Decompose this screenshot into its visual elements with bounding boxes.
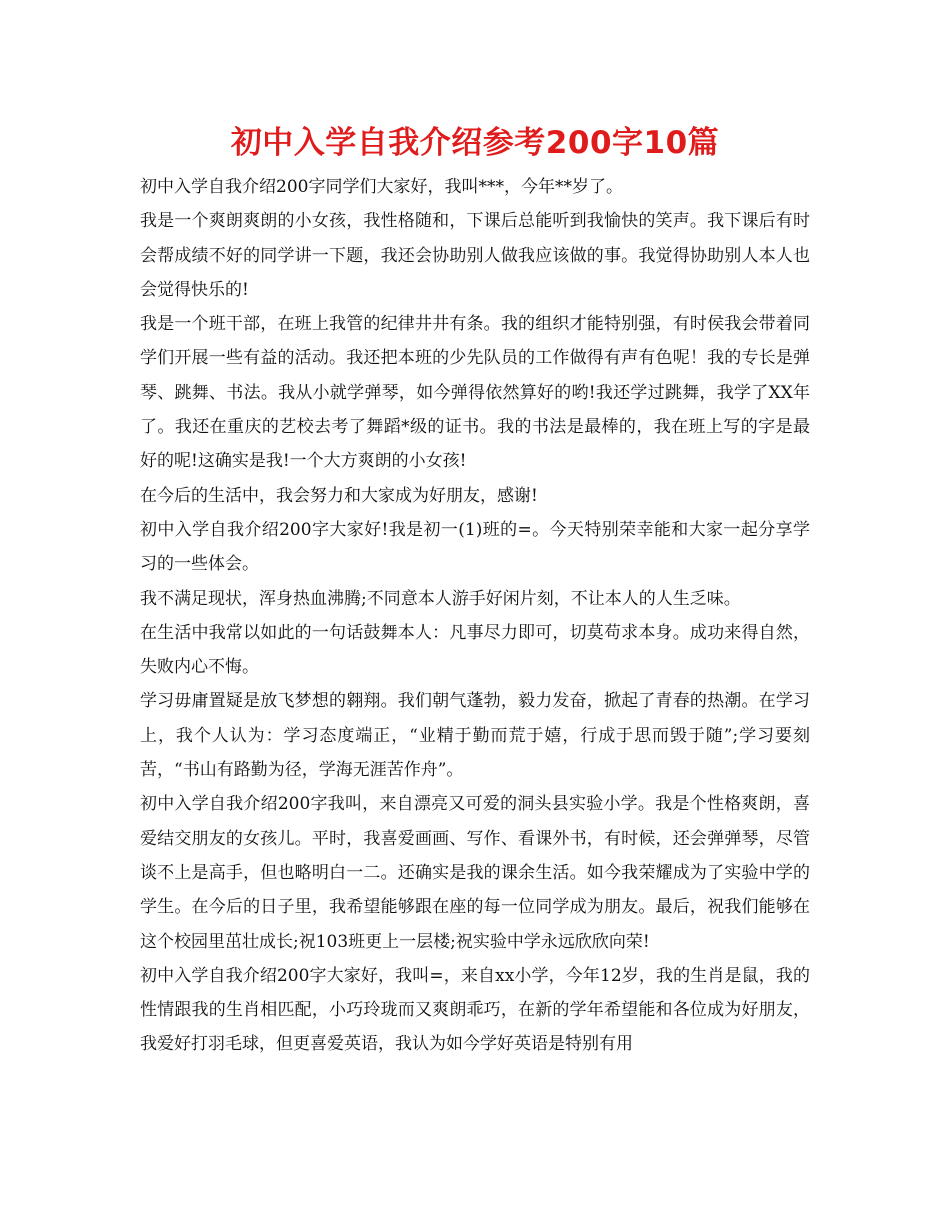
paragraph-10: 初中入学自我介绍200字大家好，我叫=，来自xx小学，今年12岁，我的生肖是鼠，我的性情跟我的生肖相匹配，小巧玲珑而又爽朗乖巧，在新的学年希望能和各位成为好朋友，我爱好打羽毛球，但更喜爱英语，我认为如今学好英语是特别有用 [140,965,810,1055]
paragraph-7: 在生活中我常以如此的一句话鼓舞本人：凡事尽力即可，切莫苟求本身。成功来得自然，失败内心不悔。 [140,622,810,678]
document-title: 初中入学自我介绍参考200字10篇 [230,125,720,161]
paragraph-4: 在今后的生活中，我会努力和大家成为好朋友，感谢! [140,485,538,506]
paragraph-9: 初中入学自我介绍200字我叫，来自漂亮又可爱的洞头县实验小学。我是个性格爽朗，喜爱结交朋友的女孩儿。平时，我喜爱画画、写作、看课外书，有时候，还会弹弹琴，尽管谈不上是高手，但也略明白一二。还确实是我的课余生活。如今我荣耀成为了实验中学的学生。在今后的日子里，我希望能够跟在座的每一位同学成为朋友。最后，祝我们能够在这个校园里茁壮成长;祝103班更上一层楼;祝实验中学永远欣欣向荣! [140,794,810,952]
paragraph-6: 我不满足现状，浑身热血沸腾;不同意本人游手好闲片刻，不让本人的人生乏味。 [140,588,741,609]
document-body [140,170,810,1062]
paragraph-8: 学习毋庸置疑是放飞梦想的翱翔。我们朝气蓬勃，毅力发奋，掀起了青春的热潮。在学习上，我个人认为：学习态度端正，“业精于勤而荒于嬉，行成于思而毁于随”;学习要刻苦，“书山有路勤为径，学海无涯苦作舟”。 [140,691,810,781]
paragraph-1: 初中入学自我介绍200字同学们大家好，我叫***，今年**岁了。 [140,177,623,197]
paragraph-2: 我是一个爽朗爽朗的小女孩，我性格随和，下课后总能听到我愉快的笑声。我下课后有时会帮成绩不好的同学讲一下题，我还会协助别人做我应该做的事。我觉得协助别人本人也会觉得快乐的! [140,211,810,300]
paragraph-3: 我是一个班干部，在班上我管的纪律井井有条。我的组织才能特别强，有时侯我会带着同学们开展一些有益的活动。我还把本班的少先队员的工作做得有声有色呢！我的专长是弹琴、跳舞、书法。我从小就学弹琴，如今弹得依然算好的哟!我还学过跳舞，我学了XX年了。我还在重庆的艺校去考了舞蹈*级的证书。我的书法是最棒的，我在班上写的字是最好的呢!这确实是我!一个大方爽朗的小女孩! [140,314,810,472]
paragraph-5: 初中入学自我介绍200字大家好!我是初一(1)班的=。今天特别荣幸能和大家一起分享学习的一些体会。 [140,519,810,575]
